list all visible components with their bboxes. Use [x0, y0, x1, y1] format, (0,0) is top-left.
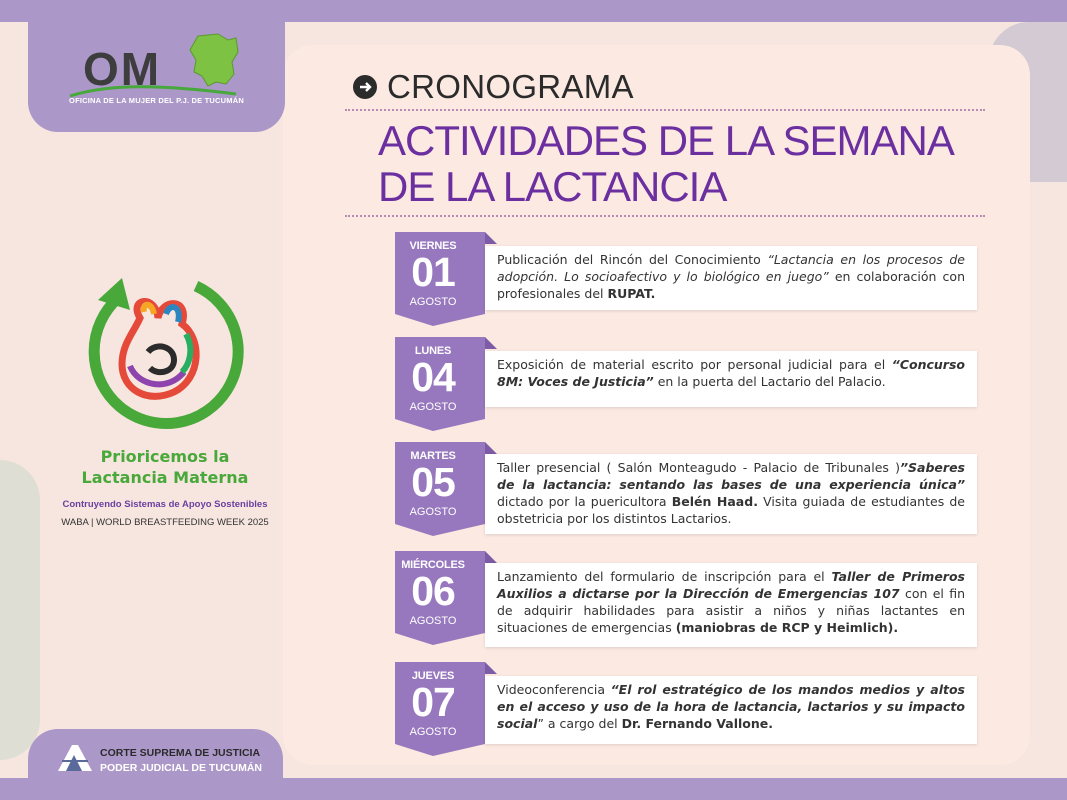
text-run: RUPAT. — [607, 286, 656, 301]
text-run: Videoconferencia — [497, 682, 611, 697]
event-item — [395, 662, 980, 756]
text-run: Taller de Primeros Auxilios a dictarse por la Dirección de Emergencias 107 — [497, 569, 965, 601]
text-run: Exposición de material escrito por personal judicial para el — [497, 357, 892, 372]
event-number: 05 — [411, 459, 455, 505]
arrow-circle-icon — [352, 74, 378, 100]
breastfeeding-logo-icon — [78, 268, 246, 436]
text-run: Lanzamiento del formulario de inscripción para el — [497, 569, 832, 584]
event-month: AGOSTO — [409, 506, 457, 518]
text-run: ” a cargo del — [537, 716, 622, 731]
text-run: Publicación del Rincón del Conocimiento — [497, 252, 768, 267]
text-run: “Concurso 8M: Voces de Justicia” — [497, 357, 965, 389]
event-number: 06 — [411, 568, 455, 614]
event-month: AGOSTO — [409, 296, 457, 308]
text-run: “Lactancia en los procesos de adopción. Lo socioafectivo y lo biológico en juego” — [497, 252, 965, 284]
event-number: 07 — [411, 679, 455, 725]
top-frame-bar — [0, 0, 1067, 22]
text-run: Dr. Fernando Vallone. — [621, 716, 773, 731]
text-run: ”Saberes de la lactancia: sentando las bases de una experiencia única” — [497, 460, 965, 492]
event-description — [485, 246, 977, 310]
event-item — [395, 232, 980, 326]
event-number: 04 — [411, 354, 455, 400]
campaign-waba: WABA | WORLD BREASTFEEDING WEEK 2025 — [61, 517, 269, 528]
event-month: AGOSTO — [409, 615, 457, 627]
text-run: dictado por la puericultora — [497, 494, 672, 509]
page-title-line: DE LA LACTANCIA — [378, 163, 727, 210]
text-run: en la puerta del Lactario del Palacio. — [653, 374, 886, 389]
event-item — [395, 442, 980, 536]
corte-suprema-card — [28, 729, 283, 779]
event-description — [485, 563, 977, 647]
event-number: 01 — [411, 249, 455, 295]
campaign-title — [40, 446, 290, 488]
page-title-line: ACTIVIDADES DE LA SEMANA — [378, 117, 954, 164]
date-badge — [395, 662, 497, 756]
text-run: Visita guiada de estudiantes de obstetricia por los distintos Lactarios. — [497, 494, 965, 526]
section-title: CRONOGRAMA — [387, 68, 634, 105]
org-caption: OFICINA DE LA MUJER DEL P.J. DE TUCUMÁN — [69, 96, 244, 105]
event-description — [485, 351, 977, 407]
text-run: con el fin de adquirir habilidades para asistir a niños y niñas lactantes en situaciones de emergencias — [497, 586, 965, 635]
date-badge — [395, 337, 497, 431]
date-badge — [395, 232, 497, 326]
om-logo-letters: OM — [83, 43, 162, 95]
event-description — [485, 454, 977, 534]
decor-shape-left — [0, 460, 40, 760]
text-run: “El rol estratégico de los mandos medios y altos en el acceso y uso de la hora de lactancia, lactarios y su impacto social — [497, 682, 965, 731]
bottom-frame-bar — [0, 778, 1067, 800]
date-badge — [395, 442, 497, 536]
event-day: VIERNES — [409, 240, 457, 252]
campaign-subtitle: Contruyendo Sistemas de Apoyo Sostenibles — [62, 499, 268, 510]
event-description — [485, 676, 977, 744]
campaign-title-line: Lactancia Materna — [81, 468, 249, 487]
divider — [345, 109, 985, 111]
divider — [345, 215, 985, 217]
footer-line-2: PODER JUDICIAL DE TUCUMÁN — [100, 762, 262, 774]
campaign-title-line: Prioricemos la — [100, 447, 230, 466]
footer-line-1: CORTE SUPREMA DE JUSTICIA — [100, 747, 261, 759]
text-run: en colaboración con profesionales del — [497, 269, 965, 301]
tucuman-map-icon — [188, 32, 240, 88]
event-month: AGOSTO — [409, 726, 457, 738]
date-badge — [395, 551, 497, 645]
text-run: Belén Haad. — [671, 494, 758, 509]
event-day: MARTES — [410, 450, 456, 462]
event-item — [395, 337, 980, 431]
page-title — [378, 118, 998, 210]
event-day: LUNES — [414, 345, 452, 357]
event-item — [395, 551, 980, 645]
event-month: AGOSTO — [409, 401, 457, 413]
event-day: JUEVES — [411, 670, 455, 682]
event-day: MIÉRCOLES — [401, 559, 465, 571]
text-run: Taller presencial ( Salón Monteagudo - Palacio de Tribunales ) — [497, 460, 900, 475]
om-logo-card — [28, 22, 285, 132]
court-logo-icon — [56, 741, 94, 773]
text-run: (maniobras de RCP y Heimlich). — [675, 620, 899, 635]
